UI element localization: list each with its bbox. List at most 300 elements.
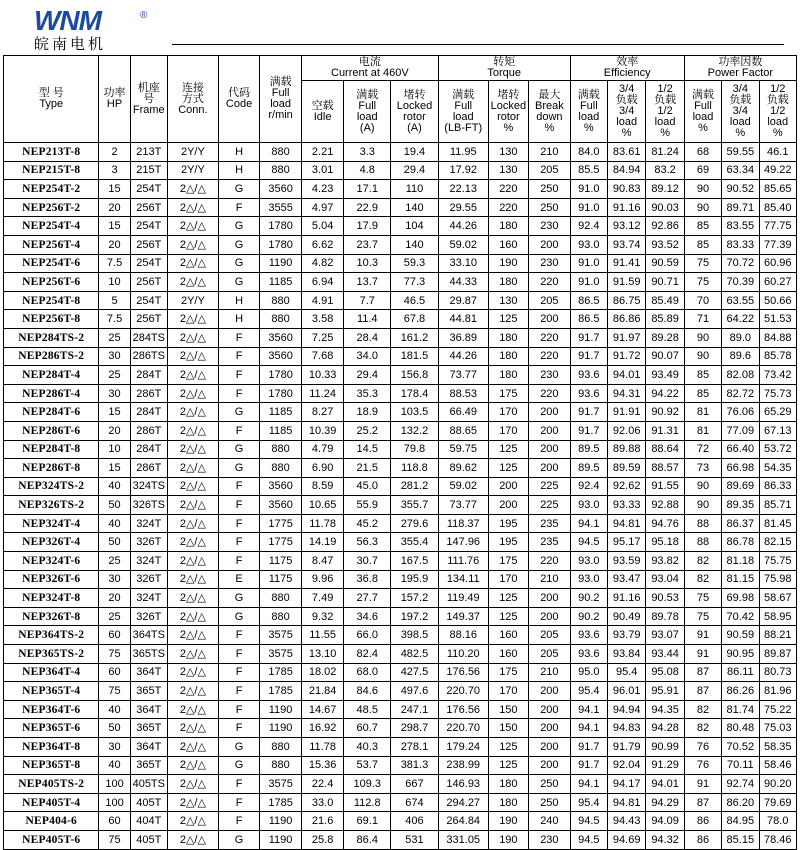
cell-current-full: 84.6	[344, 682, 391, 701]
cell-current-full: 109.3	[344, 775, 391, 794]
cell-pf-12: 82.15	[759, 533, 797, 552]
cell-speed: 1190	[260, 812, 302, 831]
company-name-chinese: 皖南电机	[34, 35, 107, 53]
cell-speed: 880	[260, 459, 302, 478]
cell-pf-12: 84.88	[759, 328, 797, 347]
table-row	[4, 235, 797, 254]
cell-code: F	[218, 775, 260, 794]
cell-current-idle: 4.82	[301, 254, 344, 273]
cell-code: F	[218, 700, 260, 719]
cell-torque-locked: 175	[488, 384, 528, 403]
cell-pf-full: 76	[684, 738, 721, 757]
cell-type: NEP215T-8	[4, 161, 99, 180]
cell-eff-34: 90.83	[607, 180, 645, 199]
cell-pf-12: 78.46	[759, 830, 797, 849]
header-torque: 转矩 Torque	[438, 56, 570, 81]
cell-speed: 880	[260, 143, 302, 162]
cell-eff-full: 93.6	[570, 384, 607, 403]
cell-torque-locked: 180	[488, 217, 528, 236]
cell-hp: 75	[99, 645, 130, 664]
cell-pf-34: 84.95	[722, 812, 759, 831]
cell-current-full: 45.0	[344, 477, 391, 496]
cell-code: F	[218, 477, 260, 496]
cell-eff-12: 92.86	[646, 217, 684, 236]
cell-torque-locked: 175	[488, 663, 528, 682]
cell-torque-full: 264.84	[438, 812, 488, 831]
cell-torque-break: 250	[529, 775, 571, 794]
cell-frame: 364T	[130, 663, 167, 682]
cell-torque-full: 59.02	[438, 235, 488, 254]
cell-torque-locked: 125	[488, 440, 528, 459]
cell-frame: 215T	[130, 161, 167, 180]
cell-torque-break: 200	[529, 589, 571, 608]
cell-pf-full: 85	[684, 384, 721, 403]
table-body	[4, 143, 797, 850]
cell-current-idle: 9.96	[301, 570, 344, 589]
cell-current-idle: 4.91	[301, 291, 344, 310]
header-rule	[172, 44, 784, 45]
cell-eff-34: 86.86	[607, 310, 645, 329]
cell-code: F	[218, 328, 260, 347]
cell-speed: 1775	[260, 514, 302, 533]
table-row	[4, 812, 797, 831]
cell-pf-12: 50.66	[759, 291, 797, 310]
cell-current-idle: 6.94	[301, 273, 344, 292]
table-row	[4, 477, 797, 496]
cell-eff-full: 93.0	[570, 235, 607, 254]
cell-torque-break: 210	[529, 570, 571, 589]
cell-current-full: 17.1	[344, 180, 391, 199]
cell-pf-full: 75	[684, 607, 721, 626]
cell-current-idle: 25.8	[301, 830, 344, 849]
cell-torque-locked: 160	[488, 645, 528, 664]
cell-current-full: 17.9	[344, 217, 391, 236]
cell-frame: 284T	[130, 403, 167, 422]
cell-connection: 2△/△	[167, 347, 218, 366]
cell-torque-full: 88.16	[438, 626, 488, 645]
cell-eff-12: 93.04	[646, 570, 684, 589]
cell-torque-full: 147.96	[438, 533, 488, 552]
cell-connection: 2△/△	[167, 366, 218, 385]
table-row	[4, 830, 797, 849]
cell-eff-12: 89.12	[646, 180, 684, 199]
cell-torque-full: 176.56	[438, 700, 488, 719]
cell-eff-12: 93.44	[646, 645, 684, 664]
cell-torque-break: 205	[529, 645, 571, 664]
table-row	[4, 347, 797, 366]
cell-speed: 880	[260, 607, 302, 626]
cell-pf-34: 63.55	[722, 291, 759, 310]
cell-code: F	[218, 812, 260, 831]
cell-current-idle: 14.67	[301, 700, 344, 719]
cell-pf-12: 51.53	[759, 310, 797, 329]
cell-code: F	[218, 421, 260, 440]
cell-eff-34: 89.59	[607, 459, 645, 478]
cell-type: NEP254T-6	[4, 254, 99, 273]
cell-frame: 254T	[130, 217, 167, 236]
cell-pf-full: 71	[684, 310, 721, 329]
cell-torque-locked: 180	[488, 775, 528, 794]
cell-eff-34: 93.12	[607, 217, 645, 236]
cell-eff-full: 91.7	[570, 738, 607, 757]
cell-pf-12: 53.72	[759, 440, 797, 459]
cell-current-locked: 79.8	[391, 440, 439, 459]
cell-hp: 30	[99, 384, 130, 403]
cell-torque-full: 73.77	[438, 496, 488, 515]
table-row	[4, 700, 797, 719]
table-row	[4, 291, 797, 310]
cell-current-full: 35.3	[344, 384, 391, 403]
cell-pf-full: 85	[684, 235, 721, 254]
table-row	[4, 738, 797, 757]
header-torque-locked: 堵转 Locked rotor %	[488, 81, 528, 143]
cell-pf-full: 76	[684, 756, 721, 775]
cell-torque-break: 210	[529, 663, 571, 682]
cell-speed: 880	[260, 310, 302, 329]
cell-pf-12: 90.20	[759, 775, 797, 794]
cell-pf-34: 64.22	[722, 310, 759, 329]
cell-type: NEP405T-4	[4, 793, 99, 812]
cell-current-locked: 667	[391, 775, 439, 794]
cell-torque-full: 179.24	[438, 738, 488, 757]
cell-connection: 2△/△	[167, 421, 218, 440]
cell-eff-34: 91.72	[607, 347, 645, 366]
cell-current-idle: 2.21	[301, 143, 344, 162]
cell-hp: 3	[99, 161, 130, 180]
cell-torque-break: 250	[529, 793, 571, 812]
cell-connection: 2Y/Y	[167, 291, 218, 310]
cell-eff-full: 89.5	[570, 440, 607, 459]
cell-connection: 2△/△	[167, 180, 218, 199]
header-eff-12: 1/2 负载 1/2 load %	[646, 81, 684, 143]
cell-type: NEP405TS-2	[4, 775, 99, 794]
cell-code: G	[218, 738, 260, 757]
cell-pf-full: 82	[684, 552, 721, 571]
cell-connection: 2△/△	[167, 626, 218, 645]
cell-torque-break: 200	[529, 310, 571, 329]
cell-type: NEP286T-6	[4, 421, 99, 440]
cell-code: G	[218, 607, 260, 626]
cell-pf-34: 63.34	[722, 161, 759, 180]
page-header	[0, 0, 800, 54]
cell-pf-34: 80.48	[722, 719, 759, 738]
cell-torque-full: 66.49	[438, 403, 488, 422]
cell-hp: 50	[99, 719, 130, 738]
cell-pf-34: 89.69	[722, 477, 759, 496]
cell-eff-12: 94.32	[646, 830, 684, 849]
table-row	[4, 775, 797, 794]
cell-pf-full: 82	[684, 700, 721, 719]
cell-current-full: 56.3	[344, 533, 391, 552]
cell-current-idle: 11.78	[301, 738, 344, 757]
cell-eff-full: 91.7	[570, 347, 607, 366]
cell-speed: 1190	[260, 719, 302, 738]
cell-eff-full: 91.7	[570, 756, 607, 775]
cell-type: NEP365TS-2	[4, 645, 99, 664]
cell-pf-full: 70	[684, 291, 721, 310]
cell-current-full: 25.2	[344, 421, 391, 440]
cell-frame: 286T	[130, 384, 167, 403]
cell-current-full: 29.4	[344, 366, 391, 385]
cell-pf-34: 77.09	[722, 421, 759, 440]
header-current: 电流 Current at 460V	[301, 56, 438, 81]
cell-torque-locked: 125	[488, 756, 528, 775]
cell-pf-full: 73	[684, 459, 721, 478]
cell-speed: 1190	[260, 700, 302, 719]
cell-pf-34: 89.0	[722, 328, 759, 347]
cell-current-full: 68.0	[344, 663, 391, 682]
cell-speed: 3560	[260, 496, 302, 515]
cell-pf-full: 88	[684, 514, 721, 533]
cell-current-full: 3.3	[344, 143, 391, 162]
cell-torque-locked: 160	[488, 235, 528, 254]
cell-eff-12: 94.29	[646, 793, 684, 812]
cell-eff-12: 94.76	[646, 514, 684, 533]
cell-eff-full: 91.0	[570, 254, 607, 273]
cell-code: F	[218, 366, 260, 385]
cell-pf-full: 75	[684, 273, 721, 292]
cell-connection: 2△/△	[167, 589, 218, 608]
cell-eff-34: 93.79	[607, 626, 645, 645]
cell-type: NEP324T-8	[4, 589, 99, 608]
cell-torque-break: 200	[529, 607, 571, 626]
cell-pf-34: 90.52	[722, 180, 759, 199]
cell-eff-full: 93.0	[570, 496, 607, 515]
cell-torque-full: 44.26	[438, 217, 488, 236]
cell-current-full: 66.0	[344, 626, 391, 645]
cell-torque-full: 33.10	[438, 254, 488, 273]
cell-frame: 365T	[130, 756, 167, 775]
cell-torque-full: 22.13	[438, 180, 488, 199]
cell-eff-12: 91.31	[646, 421, 684, 440]
cell-pf-full: 90	[684, 180, 721, 199]
cell-eff-12: 95.08	[646, 663, 684, 682]
cell-eff-12: 90.99	[646, 738, 684, 757]
cell-frame: 365T	[130, 719, 167, 738]
cell-type: NEP284T-8	[4, 440, 99, 459]
table-row	[4, 161, 797, 180]
cell-type: NEP286TS-2	[4, 347, 99, 366]
cell-connection: 2△/△	[167, 570, 218, 589]
cell-current-full: 112.8	[344, 793, 391, 812]
cell-pf-34: 69.98	[722, 589, 759, 608]
cell-hp: 60	[99, 626, 130, 645]
cell-current-locked: 279.6	[391, 514, 439, 533]
cell-frame: 326T	[130, 570, 167, 589]
cell-torque-locked: 180	[488, 366, 528, 385]
cell-eff-34: 93.47	[607, 570, 645, 589]
cell-eff-full: 95.4	[570, 682, 607, 701]
cell-connection: 2△/△	[167, 830, 218, 849]
cell-pf-34: 82.08	[722, 366, 759, 385]
cell-speed: 1780	[260, 366, 302, 385]
cell-torque-full: 29.55	[438, 198, 488, 217]
cell-type: NEP284T-4	[4, 366, 99, 385]
cell-eff-full: 91.0	[570, 198, 607, 217]
cell-speed: 1785	[260, 793, 302, 812]
cell-current-full: 28.4	[344, 328, 391, 347]
table-row	[4, 440, 797, 459]
cell-torque-break: 225	[529, 496, 571, 515]
cell-type: NEP364T-6	[4, 700, 99, 719]
cell-code: F	[218, 663, 260, 682]
cell-current-locked: 355.4	[391, 533, 439, 552]
cell-eff-full: 91.0	[570, 273, 607, 292]
cell-torque-locked: 130	[488, 161, 528, 180]
cell-eff-34: 94.01	[607, 366, 645, 385]
cell-current-idle: 5.04	[301, 217, 344, 236]
header-eff-34: 3/4 负载 3/4 load %	[607, 81, 645, 143]
cell-torque-full: 29.87	[438, 291, 488, 310]
cell-pf-34: 66.98	[722, 459, 759, 478]
motor-spec-table	[3, 55, 797, 850]
cell-eff-34: 94.31	[607, 384, 645, 403]
cell-pf-34: 89.35	[722, 496, 759, 515]
cell-frame: 256T	[130, 235, 167, 254]
header-pf-full: 满载 Full load %	[684, 81, 721, 143]
logo-mark: WNM	[34, 5, 101, 36]
cell-current-full: 4.8	[344, 161, 391, 180]
cell-torque-locked: 150	[488, 719, 528, 738]
header-torque-full: 满载 Full load (LB-FT)	[438, 81, 488, 143]
cell-frame: 286TS	[130, 347, 167, 366]
header-hp: 功率 HP	[99, 56, 130, 143]
cell-torque-locked: 190	[488, 812, 528, 831]
cell-torque-break: 200	[529, 738, 571, 757]
cell-pf-full: 72	[684, 440, 721, 459]
cell-frame: 326TS	[130, 496, 167, 515]
cell-eff-full: 85.5	[570, 161, 607, 180]
header-frame: 机座 号 Frame	[130, 56, 167, 143]
cell-connection: 2△/△	[167, 235, 218, 254]
cell-hp: 75	[99, 682, 130, 701]
cell-torque-full: 238.99	[438, 756, 488, 775]
cell-pf-12: 75.73	[759, 384, 797, 403]
cell-code: F	[218, 682, 260, 701]
cell-current-idle: 3.01	[301, 161, 344, 180]
cell-current-idle: 10.39	[301, 421, 344, 440]
cell-eff-12: 93.82	[646, 552, 684, 571]
cell-speed: 1775	[260, 533, 302, 552]
cell-pf-12: 67.13	[759, 421, 797, 440]
cell-type: NEP254T-2	[4, 180, 99, 199]
cell-eff-34: 94.69	[607, 830, 645, 849]
cell-current-idle: 3.58	[301, 310, 344, 329]
cell-current-locked: 181.5	[391, 347, 439, 366]
cell-pf-full: 87	[684, 793, 721, 812]
cell-type: NEP364T-8	[4, 738, 99, 757]
cell-code: G	[218, 756, 260, 775]
cell-hp: 30	[99, 570, 130, 589]
cell-frame: 213T	[130, 143, 167, 162]
cell-hp: 20	[99, 198, 130, 217]
cell-type: NEP284TS-2	[4, 328, 99, 347]
cell-pf-full: 82	[684, 719, 721, 738]
table-row	[4, 682, 797, 701]
cell-pf-full: 90	[684, 477, 721, 496]
cell-torque-locked: 175	[488, 552, 528, 571]
cell-eff-12: 92.88	[646, 496, 684, 515]
cell-eff-full: 91.7	[570, 328, 607, 347]
cell-eff-12: 88.64	[646, 440, 684, 459]
cell-type: NEP254T-4	[4, 217, 99, 236]
cell-pf-12: 75.22	[759, 700, 797, 719]
cell-torque-break: 230	[529, 217, 571, 236]
cell-frame: 364T	[130, 738, 167, 757]
cell-connection: 2Y/Y	[167, 143, 218, 162]
cell-eff-34: 93.74	[607, 235, 645, 254]
cell-current-full: 23.7	[344, 235, 391, 254]
header-connection: 连接 方式 Conn.	[167, 56, 218, 143]
header-speed: 满载 Full load r/min	[260, 56, 302, 143]
cell-speed: 1785	[260, 682, 302, 701]
cell-current-idle: 7.25	[301, 328, 344, 347]
cell-frame: 365TS	[130, 645, 167, 664]
cell-current-idle: 11.24	[301, 384, 344, 403]
cell-current-locked: 46.5	[391, 291, 439, 310]
cell-speed: 1780	[260, 384, 302, 403]
cell-eff-full: 93.6	[570, 366, 607, 385]
cell-torque-full: 11.95	[438, 143, 488, 162]
table-row	[4, 552, 797, 571]
cell-code: F	[218, 533, 260, 552]
cell-current-full: 36.8	[344, 570, 391, 589]
cell-connection: 2△/△	[167, 663, 218, 682]
cell-pf-34: 59.55	[722, 143, 759, 162]
cell-connection: 2△/△	[167, 645, 218, 664]
cell-torque-locked: 130	[488, 143, 528, 162]
cell-pf-12: 77.39	[759, 235, 797, 254]
cell-pf-full: 87	[684, 663, 721, 682]
cell-pf-full: 86	[684, 812, 721, 831]
cell-eff-full: 91.7	[570, 403, 607, 422]
cell-torque-break: 205	[529, 291, 571, 310]
cell-eff-34: 91.16	[607, 198, 645, 217]
cell-torque-locked: 200	[488, 496, 528, 515]
cell-code: E	[218, 570, 260, 589]
table-row	[4, 254, 797, 273]
cell-frame: 405TS	[130, 775, 167, 794]
cell-torque-locked: 125	[488, 459, 528, 478]
cell-pf-34: 70.42	[722, 607, 759, 626]
table-row	[4, 180, 797, 199]
cell-current-locked: 161.2	[391, 328, 439, 347]
cell-eff-12: 93.07	[646, 626, 684, 645]
cell-type: NEP324T-4	[4, 514, 99, 533]
cell-pf-full: 75	[684, 254, 721, 273]
cell-speed: 1185	[260, 403, 302, 422]
cell-current-idle: 10.65	[301, 496, 344, 515]
cell-current-locked: 104	[391, 217, 439, 236]
cell-pf-12: 88.21	[759, 626, 797, 645]
header-type: 型 号 Type	[4, 56, 99, 143]
cell-type: NEP364TS-2	[4, 626, 99, 645]
cell-code: H	[218, 143, 260, 162]
cell-hp: 40	[99, 477, 130, 496]
cell-current-locked: 157.2	[391, 589, 439, 608]
cell-hp: 15	[99, 180, 130, 199]
cell-eff-34: 94.81	[607, 793, 645, 812]
cell-current-locked: 103.5	[391, 403, 439, 422]
cell-pf-12: 78.0	[759, 812, 797, 831]
cell-pf-full: 82	[684, 570, 721, 589]
cell-frame: 405T	[130, 830, 167, 849]
cell-eff-full: 92.4	[570, 217, 607, 236]
cell-torque-locked: 190	[488, 254, 528, 273]
cell-pf-34: 81.74	[722, 700, 759, 719]
cell-connection: 2△/△	[167, 552, 218, 571]
cell-eff-34: 94.83	[607, 719, 645, 738]
